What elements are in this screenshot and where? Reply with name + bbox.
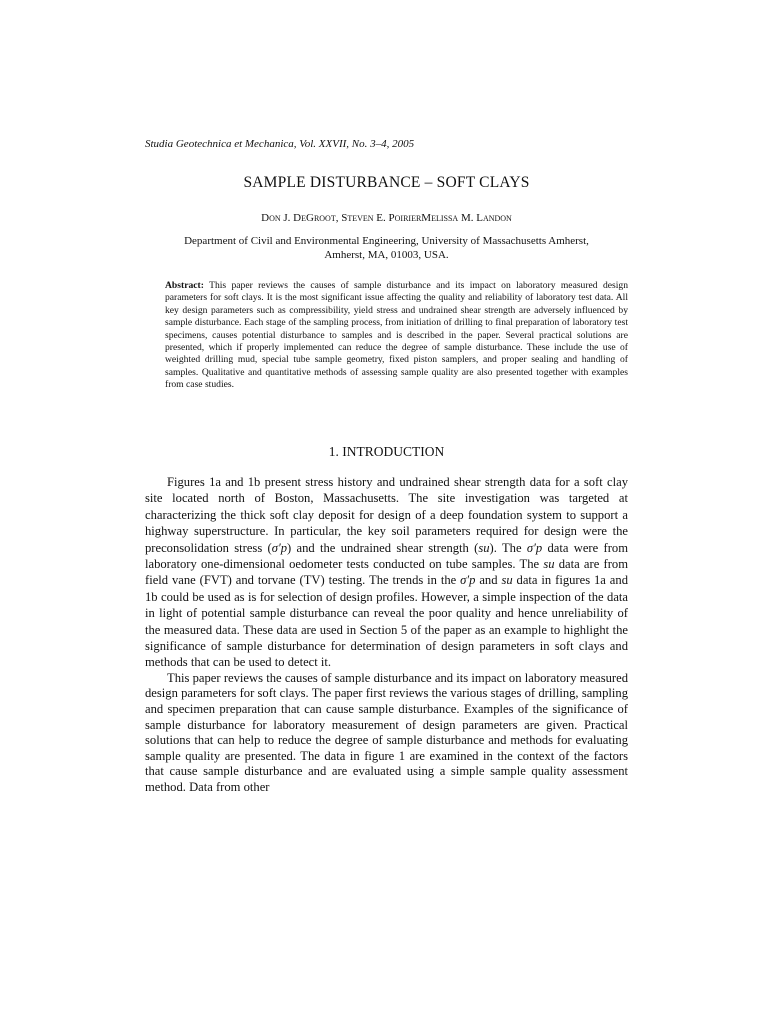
journal-citation: Studia Geotechnica et Mechanica, Vol. XXVII, No. 3–4, 2005 [145, 138, 415, 150]
symbol-undrained-strength: su [478, 540, 490, 555]
symbol-preconsolidation-stress: σ′p [526, 540, 543, 555]
para1-text-6: and [475, 573, 502, 588]
symbol-preconsolidation-stress: σ′p [271, 540, 288, 555]
author-list: Don J. DeGroot, Steven E. PoirierMelissa M. Landon [261, 212, 512, 224]
body-text [145, 474, 628, 796]
para1-text-2: ) and the undrained shear strength ( [287, 540, 479, 555]
para1-text-7: data in figures 1a and 1b could be used as is for selection of design profiles. However, a simple inspection of the data in light of potential sample disturbance can reveal the poor quality and hence unreliability of the measured data. These data are used in Section 5 of the paper as an example to highlight the significance of sample disturbance for determination of design parameters in soft clays and methods that can be used to detect it. [145, 573, 628, 670]
symbol-preconsolidation-stress: σ′p [460, 573, 476, 588]
abstract [165, 280, 628, 392]
para1-text-1: Figures 1a and 1b present stress history and undrained shear strength data for a soft clay site located north of Boston, Massachusetts. The site investigation was targeted at characterizing the thick soft clay deposit for design of a deep foundation system to support a highway superstructure. In particular, the key soil parameters required for design were the preconsolidation stress ( [145, 475, 628, 555]
para1-text-3: ). The [489, 540, 527, 555]
abstract-label: Abstract: [165, 280, 204, 291]
intro-paragraph-1 [145, 474, 628, 671]
symbol-undrained-strength: su [543, 557, 555, 572]
intro-paragraph-2: This paper reviews the causes of sample disturbance and its impact on laboratory measured design parameters for soft clays. The paper first reviews the various stages of drilling, sampling and specimen preparation that can cause sample disturbance. Examples of the significance of sample disturbance for laboratory measurement of design parameters are given. Practical solutions that can help to reduce the degree of sample disturbance and methods for evaluating sample quality are presented. The data in figure 1 are examined in the context of the factors that cause sample disturbance and are evaluated using a simple sample quality assessment method. Data from other [145, 670, 628, 795]
abstract-text: This paper reviews the causes of sample disturbance and its impact on laboratory measured design parameters for soft clays. It is the most significant issue affecting the quality and reliability of laboratory test data. All key design parameters such as compressibility, yield stress and undrained shear strength are adversely influenced by sample disturbance. Each stage of the sampling process, from initiation of drilling to final preparation of laboratory test specimens, causes potential disturbance to samples and is described in the paper. Several practical solutions are presented, which if properly implemented can reduce the degree of sample disturbance. These include the use of weighted drilling mud, special tube sample geometry, fixed piston samplers, and proper sealing and handling of samples. Qualitative and quantitative methods of assessing sample quality are also presented together with examples from case studies. [165, 280, 628, 391]
paper-title: SAMPLE DISTURBANCE – SOFT CLAYS [243, 174, 530, 191]
author-affiliation: Department of Civil and Environmental Engineering, University of Massachusetts Amherst, Amherst, MA, 01003, USA. [184, 235, 589, 261]
para1-text-4: data were from laboratory one-dimensional oedometer tests conducted on tube samples. The [145, 540, 628, 572]
para1-text-5: data are from field vane (FVT) and torvane (TV) testing. The trends in the [145, 557, 629, 588]
symbol-undrained-strength: su [501, 573, 513, 588]
section-heading: 1. INTRODUCTION [328, 444, 445, 459]
